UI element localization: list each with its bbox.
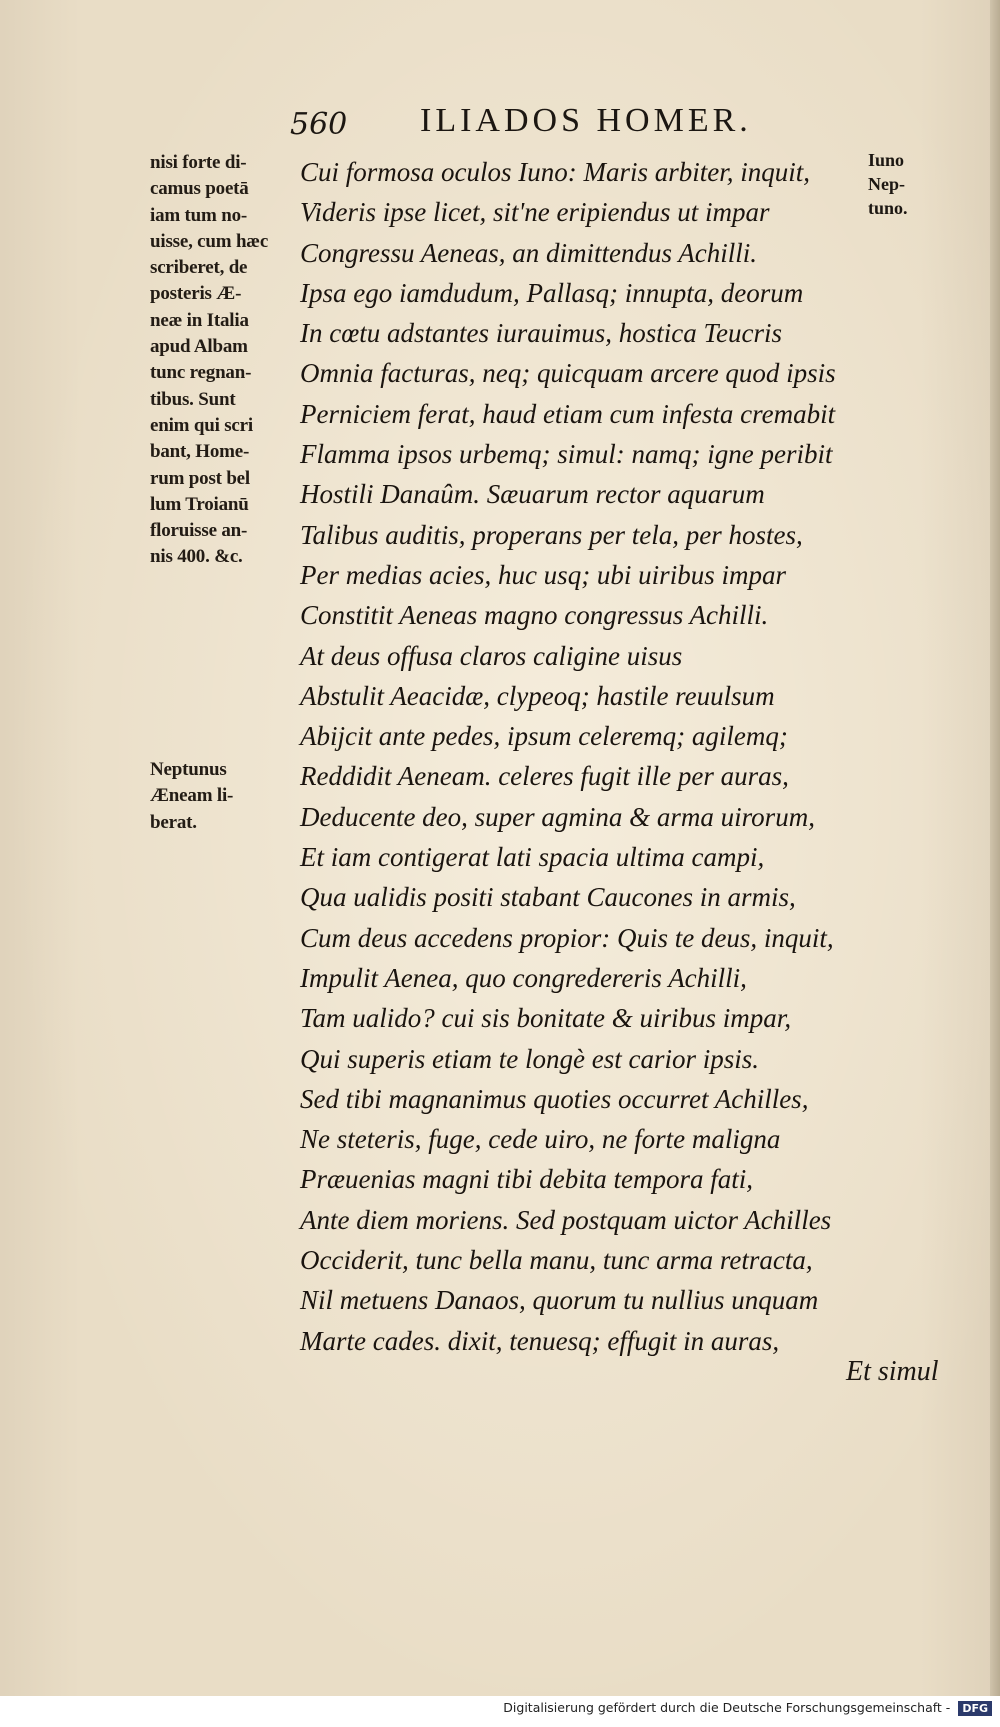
verse-line: Abijcit ante pedes, ipsum celeremq; agilemq; bbox=[300, 721, 788, 752]
verse-line: Deducente deo, super agmina & arma uirorum, bbox=[300, 801, 815, 832]
verse-line: Omnia facturas, neq; quicquam arcere quod ipsis bbox=[300, 358, 836, 389]
verse-line: Flamma ipsos urbemq; simul: namq; igne peribit bbox=[300, 439, 833, 470]
verse-line: Hostili Danaûm. Sæuarum rector aquarum bbox=[300, 479, 765, 510]
verse-line: Qui superis etiam te longè est carior ipsis. bbox=[300, 1043, 759, 1074]
verse-line: In cœtu adstantes iurauimus, hostica Teucris bbox=[300, 318, 783, 349]
page-edge bbox=[990, 0, 1000, 1696]
verse-line: Ipsa ego iamdudum, Pallasq; innupta, deorum bbox=[300, 277, 804, 308]
running-title: ILIADOS HOMER. bbox=[420, 102, 752, 139]
verse-line: Impulit Aenea, quo congredereris Achilli, bbox=[300, 962, 747, 993]
verse-line: Præuenias magni tibi debita tempora fati, bbox=[300, 1164, 753, 1195]
verse-line: At deus offusa claros caligine uisus bbox=[300, 640, 683, 671]
verse-line: Ante diem moriens. Sed postquam uictor Achilles bbox=[300, 1204, 832, 1235]
footer-credit bbox=[0, 1700, 992, 1716]
verse-line: Ne steteris, fuge, cede uiro, ne forte maligna bbox=[300, 1124, 781, 1155]
verse-line: Per medias acies, huc usq; ubi uiribus impar bbox=[300, 559, 786, 590]
footer-credit-text: Digitalisierung gefördert durch die Deutsche Forschungsgemeinschaft - bbox=[503, 1700, 951, 1715]
verse-line: Constitit Aeneas magno congressus Achilli. bbox=[300, 600, 769, 631]
verse-line: Abstulit Aeacidæ, clypeoq; hastile reuulsum bbox=[300, 680, 775, 711]
verse-line: Cum deus accedens propior: Quis te deus, inquit, bbox=[300, 922, 834, 953]
verse-line: Qua ualidis positi stabant Caucones in armis, bbox=[300, 882, 796, 913]
verse-line: Et iam contigerat lati spacia ultima campi, bbox=[300, 842, 765, 873]
verse-line: Perniciem ferat, haud etiam cum infesta cremabit bbox=[300, 398, 836, 429]
verse-line: Nil metuens Danaos, quorum tu nullius unquam bbox=[300, 1285, 819, 1316]
dfg-logo: DFG bbox=[958, 1701, 992, 1716]
verse-line: Talibus auditis, properans per tela, per hostes, bbox=[300, 519, 803, 550]
verse-line: Cui formosa oculos Iuno: Maris arbiter, inquit, bbox=[300, 157, 811, 187]
verse-line: Occiderit, tunc bella manu, tunc arma retracta, bbox=[300, 1245, 813, 1276]
verse-line: Marte cades. dixit, tenuesq; effugit in auras, bbox=[300, 1325, 780, 1356]
margin-note-poeta: nisi forte di- camus poetā iam tum no- uisse, cum hæc scriberet, de posteris Æ- neæ in Italia apud Albam tunc regnan- tibus. Sunt enim qui scri bant, Home- rum post bel lum Troianū floruisse an- nis 400. &c. bbox=[150, 152, 269, 568]
margin-note-iuno-neptuno: Iuno Nep- tuno. bbox=[868, 150, 908, 218]
verse-line: Tam ualido? cui sis bonitate & uiribus impar, bbox=[300, 1003, 792, 1034]
verse-line: Videris ipse licet, sit'ne eripiendus ut impar bbox=[300, 197, 770, 228]
verse-line: Reddidit Aeneam. celeres fugit ille per auras, bbox=[300, 761, 789, 792]
margin-note-neptunus: Neptunus Æneam li- berat. bbox=[150, 759, 234, 833]
page-number: 560 bbox=[290, 107, 348, 142]
catchword: Et simul bbox=[846, 1356, 939, 1387]
verse-line: Sed tibi magnanimus quoties occurret Achilles, bbox=[300, 1083, 809, 1114]
verse-block bbox=[300, 152, 980, 1361]
verse-line: Congressu Aeneas, an dimittendus Achilli. bbox=[300, 237, 757, 268]
